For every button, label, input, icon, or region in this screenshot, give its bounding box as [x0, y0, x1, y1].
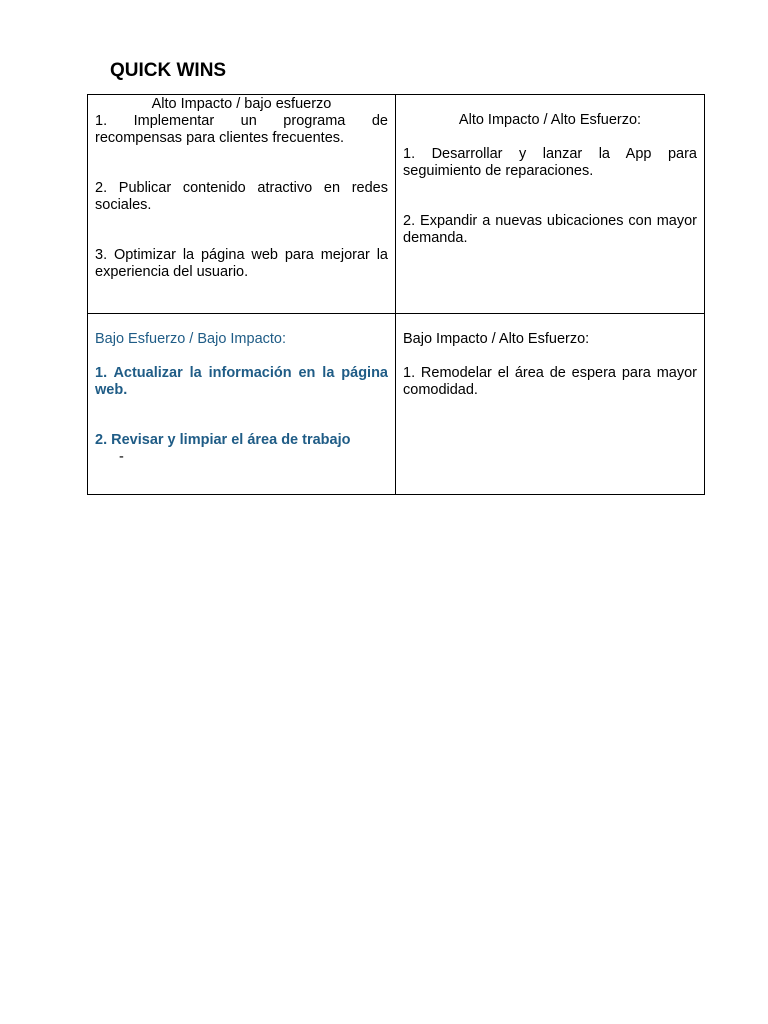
quadrant-title: Bajo Esfuerzo / Bajo Impacto: [95, 331, 287, 347]
matrix-row-top [88, 95, 705, 314]
quadrant-high-impact-low-effort [88, 95, 396, 314]
list-item: 1. Desarrollar y lanzar la App para seguimiento de reparaciones. [403, 146, 697, 179]
quadrant-title: Alto Impacto / Alto Esfuerzo: [458, 112, 642, 128]
quadrant-low-effort-low-impact [88, 314, 396, 495]
list-item: 2. Revisar y limpiar el área de trabajo [95, 432, 351, 448]
quadrant-high-impact-high-effort [396, 95, 705, 314]
list-item: 2. Expandir a nuevas ubicaciones con mayor demanda. [403, 213, 697, 246]
list-item: 2. Publicar contenido atractivo en redes sociales. [95, 180, 388, 213]
quadrant-low-impact-high-effort [396, 314, 705, 495]
bullet-dash: - [119, 449, 124, 465]
quadrant-title: Bajo Impacto / Alto Esfuerzo: [403, 331, 590, 347]
priority-matrix [87, 94, 705, 495]
page-title: QUICK WINS [110, 60, 227, 81]
quadrant-title: Alto Impacto / bajo esfuerzo [151, 96, 332, 112]
list-item: 1. Actualizar la información en la página web. [95, 365, 388, 398]
list-item: 1. Implementar un programa de recompensas para clientes frecuentes. [95, 113, 388, 146]
list-item: 1. Remodelar el área de espera para mayor comodidad. [403, 365, 697, 398]
matrix-row-bottom [88, 314, 705, 495]
list-item: 3. Optimizar la página web para mejorar la experiencia del usuario. [95, 247, 388, 280]
